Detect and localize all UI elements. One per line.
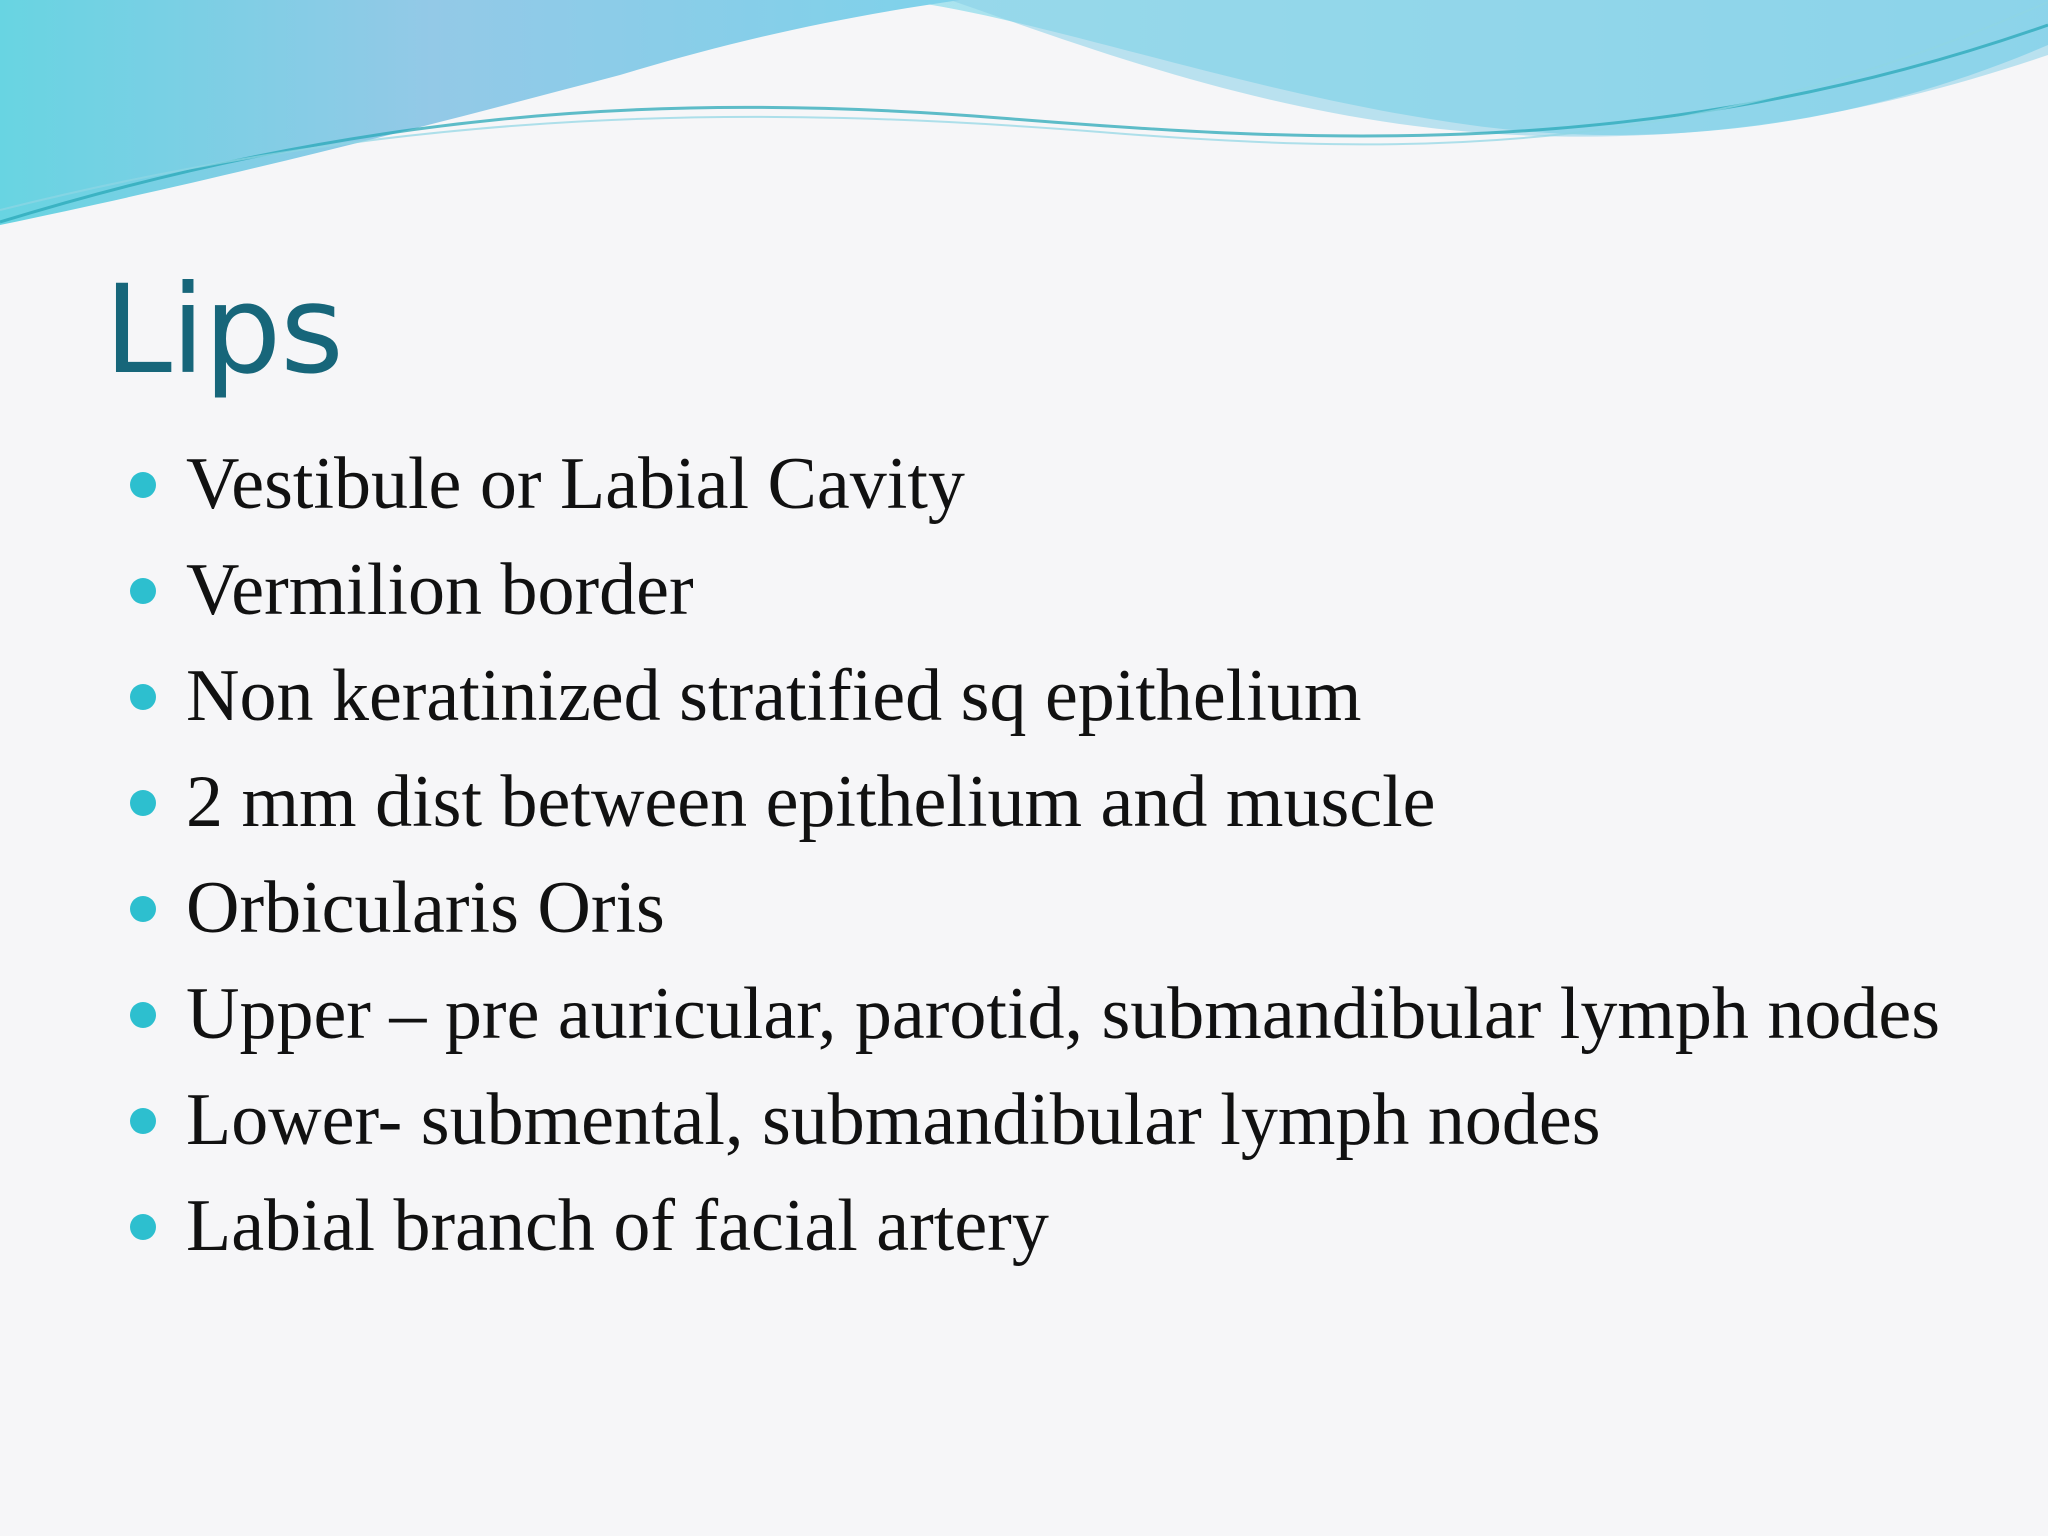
bullet-text: Lower- submental, submandibular lymph nodes [186, 1079, 1601, 1161]
bullet-list [130, 440, 1970, 1288]
bullet-text: 2 mm dist between epithelium and muscle [186, 761, 1436, 843]
bullet-item [130, 440, 1970, 528]
bullet-dot-icon [130, 472, 156, 498]
bullet-item [130, 970, 1970, 1058]
bullet-dot-icon [130, 790, 156, 816]
bullet-item [130, 1182, 1970, 1270]
bullet-dot-icon [130, 1108, 156, 1134]
bullet-text: Vestibule or Labial Cavity [186, 443, 965, 525]
bullet-item [130, 1076, 1970, 1164]
bullet-item [130, 864, 1970, 952]
bullet-text: Vermilion border [186, 549, 694, 631]
bullet-dot-icon [130, 578, 156, 604]
bullet-text: Non keratinized stratified sq epithelium [186, 655, 1362, 737]
bullet-dot-icon [130, 896, 156, 922]
bullet-item [130, 652, 1970, 740]
slide-title: Lips [104, 259, 343, 401]
bullet-text: Labial branch of facial artery [186, 1185, 1049, 1267]
bullet-dot-icon [130, 684, 156, 710]
bullet-dot-icon [130, 1002, 156, 1028]
bullet-text: Upper – pre auricular, parotid, submandibular lymph nodes [186, 973, 1941, 1055]
bullet-dot-icon [130, 1214, 156, 1240]
bullet-item [130, 758, 1970, 846]
bullet-item [130, 546, 1970, 634]
header-wave-decoration [0, 0, 2048, 240]
bullet-text: Orbicularis Oris [186, 867, 665, 949]
